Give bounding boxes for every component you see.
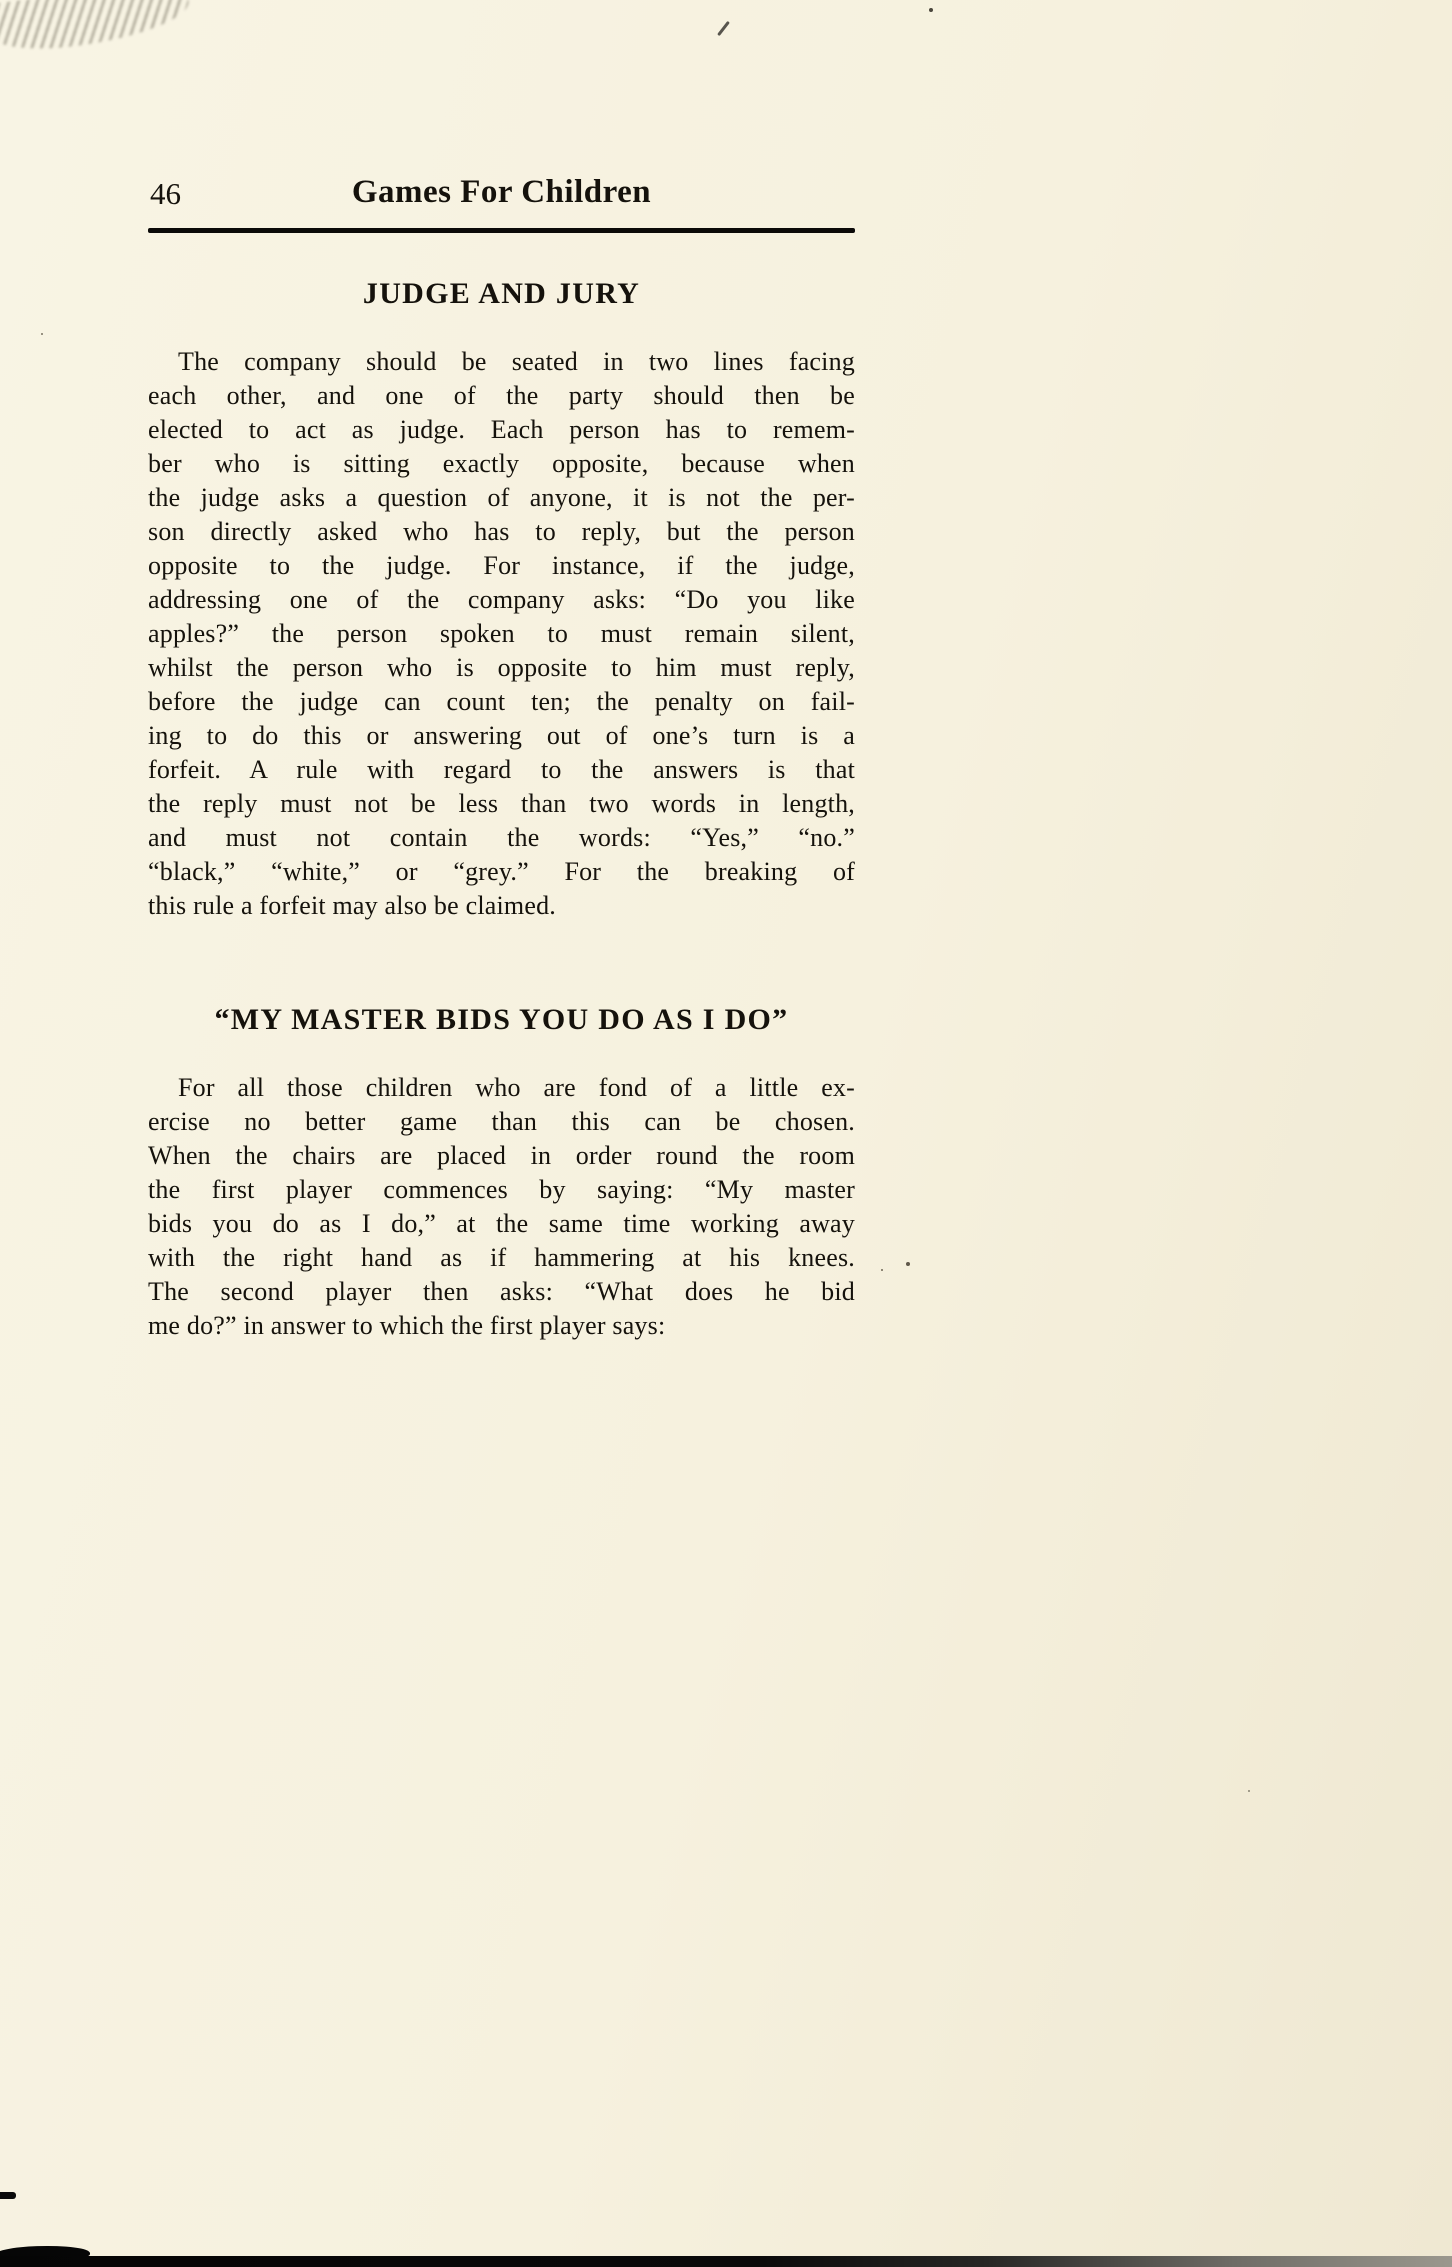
text-line: ercise no better game than this can be chosen. <box>148 1107 855 1136</box>
scan-specks <box>0 0 4 4</box>
text-line: before the judge can count ten; the penalty on fail- <box>148 687 855 716</box>
text-line: son directly asked who has to reply, but the person <box>148 517 855 546</box>
text-line: the reply must not be less than two words in length, <box>148 789 855 818</box>
text-line: bids you do as I do,” at the same time working away <box>148 1209 855 1238</box>
text-line: When the chairs are placed in order round the room <box>148 1141 855 1170</box>
text-line: with the right hand as if hammering at his knees. <box>148 1243 855 1272</box>
scan-mark-top-right <box>717 21 730 36</box>
text-line: apples?” the person spoken to must remain silent, <box>148 619 855 648</box>
text-line: “black,” “white,” or “grey.” For the breaking of <box>148 857 855 886</box>
text-line: ber who is sitting exactly opposite, because when <box>148 449 855 478</box>
page-header <box>148 174 855 216</box>
text-line: each other, and one of the party should then be <box>148 381 855 410</box>
text-line: opposite to the judge. For instance, if the judge, <box>148 551 855 580</box>
header-rule <box>148 228 855 233</box>
section-heading: “MY MASTER BIDS YOU DO AS I DO” <box>214 1003 789 1036</box>
text-line: this rule a forfeit may also be claimed. <box>148 891 556 920</box>
page-number: 46 <box>150 176 181 211</box>
text-line: whilst the person who is opposite to him must reply, <box>148 653 855 682</box>
running-title: Games For Children <box>351 174 652 210</box>
scan-mark-left-edge <box>0 2192 16 2199</box>
scan-bottom-edge <box>0 2256 1452 2267</box>
text-line: the first player commences by saying: “My master <box>148 1175 855 1204</box>
paragraph <box>148 345 855 923</box>
text-line: The second player then asks: “What does he bid <box>148 1277 855 1306</box>
section-my-master-bids <box>148 1002 855 1343</box>
text-line: For all those children who are fond of a little ex- <box>178 1073 855 1102</box>
text-line: the judge asks a question of anyone, it is not the per- <box>148 483 855 512</box>
text-line: me do?” in answer to which the first player says: <box>148 1311 666 1340</box>
text-line: ing to do this or answering out of one’s turn is a <box>148 721 855 750</box>
text-line: The company should be seated in two lines facing <box>178 347 855 376</box>
section-heading: JUDGE AND JURY <box>362 277 641 310</box>
scan-smudge-top-left <box>0 0 192 56</box>
text-line: addressing one of the company asks: “Do you like <box>148 585 855 614</box>
text-line: elected to act as judge. Each person has to remem- <box>148 415 855 444</box>
section-judge-and-jury <box>148 276 855 923</box>
paragraph <box>148 1071 855 1343</box>
text-line: and must not contain the words: “Yes,” “no.” <box>148 823 855 852</box>
text-line: forfeit. A rule with regard to the answers is that <box>148 755 855 784</box>
